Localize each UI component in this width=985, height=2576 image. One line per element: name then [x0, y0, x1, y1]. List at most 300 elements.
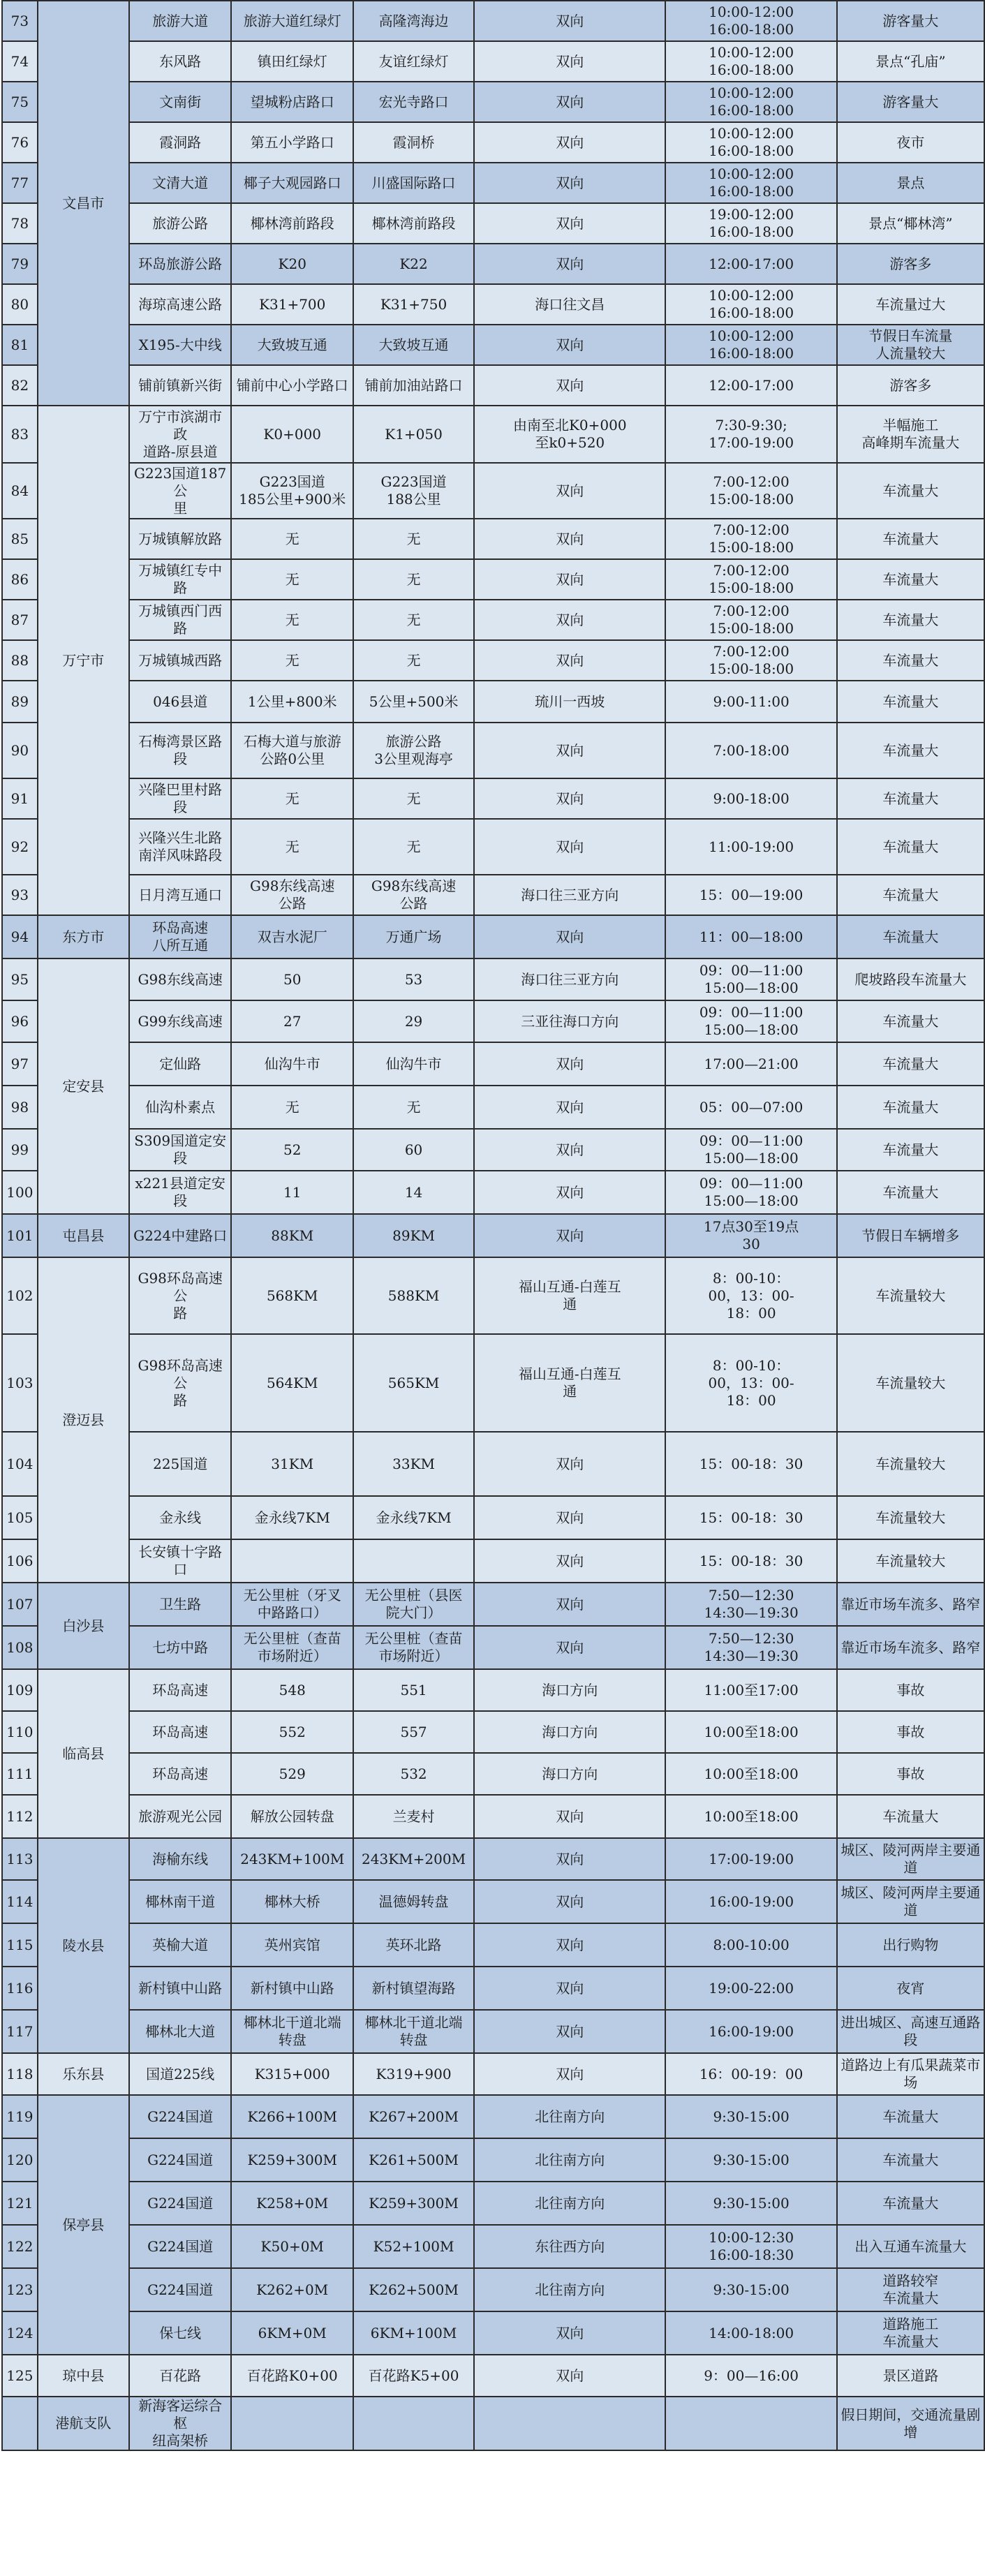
time-cell: 7:00-12:00 15:00-18:00	[665, 519, 836, 559]
road-cell: 环岛高速	[129, 1753, 232, 1795]
end-point-cell: 友谊红绿灯	[353, 41, 474, 82]
start-point-cell	[231, 1539, 353, 1583]
time-cell: 05：00—07:00	[665, 1086, 836, 1129]
reason-cell: 车流量大	[837, 875, 984, 915]
region-cell: 琼中县	[38, 2355, 129, 2397]
road-cell: 环岛高速 八所互通	[129, 915, 232, 958]
end-point-cell: 铺前加油站路口	[353, 365, 474, 406]
start-point-cell: 无	[231, 778, 353, 819]
direction-cell: 双向	[474, 519, 665, 559]
road-cell: 新村镇中山路	[129, 1967, 232, 2010]
row-number-cell: 118	[2, 2053, 38, 2095]
table-row	[2, 2182, 984, 2225]
end-point-cell: G98东线高速 公路	[353, 875, 474, 915]
end-point-cell: 椰林湾前路段	[353, 203, 474, 244]
reason-cell: 车流量大	[837, 1000, 984, 1042]
reason-cell: 游客量大	[837, 1, 984, 41]
start-point-cell: 椰林湾前路段	[231, 203, 353, 244]
time-cell: 10:00-12:00 16:00-18:00	[665, 41, 836, 82]
start-point-cell: 27	[231, 1000, 353, 1042]
direction-cell: 双向	[474, 244, 665, 284]
table-row	[2, 2355, 984, 2397]
road-cell: 旅游公路	[129, 203, 232, 244]
row-number-cell: 113	[2, 1838, 38, 1880]
start-point-cell: 新村镇中山路	[231, 1967, 353, 2010]
row-number-cell: 119	[2, 2095, 38, 2138]
region-cell: 陵水县	[38, 1838, 129, 2053]
table-row	[2, 1334, 984, 1432]
start-point-cell	[231, 2397, 353, 2450]
row-number-cell: 93	[2, 875, 38, 915]
road-cell: 万宁市滨湖市政 道路-原县道	[129, 406, 232, 463]
end-point-cell: 无	[353, 819, 474, 875]
end-point-cell: 大致坡互通	[353, 325, 474, 365]
row-number-cell: 80	[2, 284, 38, 325]
time-cell: 16:00-19:00	[665, 2010, 836, 2053]
start-point-cell: 双吉水泥厂	[231, 915, 353, 958]
start-point-cell: 椰林北干道北端 转盘	[231, 2010, 353, 2053]
time-cell: 09：00—11:00 15:00—18:00	[665, 1000, 836, 1042]
table-row	[2, 406, 984, 463]
reason-cell: 车流量较大	[837, 1496, 984, 1539]
direction-cell: 双向	[474, 723, 665, 778]
direction-cell: 海口往三亚方向	[474, 875, 665, 915]
end-point-cell: 14	[353, 1171, 474, 1214]
row-number-cell: 96	[2, 1000, 38, 1042]
table-row	[2, 2397, 984, 2450]
end-point-cell: 无公里桩（查苗 市场附近）	[353, 1626, 474, 1669]
row-number-cell: 89	[2, 681, 38, 723]
table-row	[2, 681, 984, 723]
row-number-cell: 107	[2, 1583, 38, 1626]
row-number-cell: 121	[2, 2182, 38, 2225]
direction-cell: 海口方向	[474, 1753, 665, 1795]
table-row	[2, 1923, 984, 1967]
reason-cell: 车流量较大	[837, 1432, 984, 1496]
direction-cell: 双向	[474, 2355, 665, 2397]
table-row	[2, 365, 984, 406]
table-row	[2, 600, 984, 640]
table-row	[2, 1000, 984, 1042]
reason-cell: 车流量大	[837, 1795, 984, 1838]
road-cell: 旅游观光公园	[129, 1795, 232, 1838]
end-point-cell: K262+500M	[353, 2268, 474, 2311]
reason-cell: 游客多	[837, 365, 984, 406]
end-point-cell: 532	[353, 1753, 474, 1795]
reason-cell: 道路边上有瓜果蔬菜市场	[837, 2053, 984, 2095]
region-cell: 文昌市	[38, 1, 129, 406]
start-point-cell: K20	[231, 244, 353, 284]
row-number-cell: 105	[2, 1496, 38, 1539]
end-point-cell: K52+100M	[353, 2225, 474, 2268]
direction-cell: 双向	[474, 325, 665, 365]
row-number-cell: 99	[2, 1129, 38, 1171]
direction-cell: 三亚往海口方向	[474, 1000, 665, 1042]
time-cell: 10:00至18:00	[665, 1795, 836, 1838]
start-point-cell: 望城粉店路口	[231, 82, 353, 122]
region-cell: 屯昌县	[38, 1214, 129, 1257]
reason-cell: 爬坡路段车流量大	[837, 958, 984, 1000]
road-cell: G98东线高速	[129, 958, 232, 1000]
table-row	[2, 640, 984, 681]
start-point-cell: 石梅大道与旅游 公路0公里	[231, 723, 353, 778]
end-point-cell: 旅游公路 3公里观海亭	[353, 723, 474, 778]
end-point-cell: 无	[353, 1086, 474, 1129]
reason-cell: 城区、陵河两岸主要通道	[837, 1880, 984, 1923]
direction-cell: 双向	[474, 2053, 665, 2095]
row-number-cell: 81	[2, 325, 38, 365]
reason-cell: 游客量大	[837, 82, 984, 122]
road-cell: X195-大中线	[129, 325, 232, 365]
row-number-cell: 75	[2, 82, 38, 122]
time-cell: 14:00-18:00	[665, 2311, 836, 2355]
row-number-cell: 73	[2, 1, 38, 41]
row-number-cell: 100	[2, 1171, 38, 1214]
road-cell: 定仙路	[129, 1042, 232, 1086]
row-number-cell: 97	[2, 1042, 38, 1086]
road-cell: 七坊中路	[129, 1626, 232, 1669]
table-row	[2, 1838, 984, 1880]
table-row	[2, 1214, 984, 1257]
table-row	[2, 1496, 984, 1539]
table-row	[2, 1086, 984, 1129]
row-number-cell: 104	[2, 1432, 38, 1496]
end-point-cell	[353, 1539, 474, 1583]
reason-cell: 车流量大	[837, 915, 984, 958]
end-point-cell: 5公里+500米	[353, 681, 474, 723]
end-point-cell: 6KM+100M	[353, 2311, 474, 2355]
reason-cell: 夜市	[837, 122, 984, 163]
start-point-cell: 548	[231, 1669, 353, 1711]
end-point-cell: 温德姆转盘	[353, 1880, 474, 1923]
road-cell: G98环岛高速公 路	[129, 1334, 232, 1432]
time-cell: 15：00-18：30	[665, 1496, 836, 1539]
time-cell: 7:00-12:00 15:00-18:00	[665, 559, 836, 600]
reason-cell: 车流量大	[837, 519, 984, 559]
road-cell: S309国道定安段	[129, 1129, 232, 1171]
time-cell: 11：00—18:00	[665, 915, 836, 958]
start-point-cell: 椰子大观园路口	[231, 163, 353, 203]
time-cell: 8:00-10:00	[665, 1923, 836, 1967]
road-cell: 海榆东线	[129, 1838, 232, 1880]
start-point-cell: 铺前中心小学路口	[231, 365, 353, 406]
end-point-cell: 英环北路	[353, 1923, 474, 1967]
direction-cell: 双向	[474, 41, 665, 82]
time-cell: 9:00-11:00	[665, 681, 836, 723]
direction-cell: 双向	[474, 915, 665, 958]
row-number-cell: 85	[2, 519, 38, 559]
time-cell: 11:00至17:00	[665, 1669, 836, 1711]
direction-cell: 双向	[474, 1171, 665, 1214]
reason-cell: 车流量大	[837, 2095, 984, 2138]
start-point-cell: K266+100M	[231, 2095, 353, 2138]
time-cell: 11:00-19:00	[665, 819, 836, 875]
end-point-cell: 金永线7KM	[353, 1496, 474, 1539]
table-row	[2, 778, 984, 819]
end-point-cell: 兰麦村	[353, 1795, 474, 1838]
row-number-cell: 125	[2, 2355, 38, 2397]
table-row	[2, 1432, 984, 1496]
start-point-cell: 百花路K0+00	[231, 2355, 353, 2397]
end-point-cell: 无	[353, 519, 474, 559]
time-cell: 09：00—11:00 15:00—18:00	[665, 958, 836, 1000]
direction-cell: 海口方向	[474, 1669, 665, 1711]
road-cell: G223国道187公 里	[129, 463, 232, 519]
row-number-cell: 82	[2, 365, 38, 406]
start-point-cell: 无	[231, 1086, 353, 1129]
direction-cell: 由南至北K0+000 至k0+520	[474, 406, 665, 463]
direction-cell: 双向	[474, 82, 665, 122]
table-row	[2, 915, 984, 958]
start-point-cell: 568KM	[231, 1257, 353, 1334]
direction-cell: 双向	[474, 1042, 665, 1086]
table-row	[2, 2311, 984, 2355]
time-cell: 10:00-12:30 16:00-18:30	[665, 2225, 836, 2268]
time-cell: 7:50—12:30 14:30—19:30	[665, 1583, 836, 1626]
road-cell: 百花路	[129, 2355, 232, 2397]
row-number-cell: 91	[2, 778, 38, 819]
end-point-cell: K259+300M	[353, 2182, 474, 2225]
road-cell: G224国道	[129, 2095, 232, 2138]
reason-cell: 车流量大	[837, 778, 984, 819]
direction-cell: 双向	[474, 203, 665, 244]
table-row	[2, 559, 984, 600]
direction-cell: 双向	[474, 1432, 665, 1496]
direction-cell: 双向	[474, 2010, 665, 2053]
end-point-cell: K31+750	[353, 284, 474, 325]
direction-cell: 双向	[474, 1795, 665, 1838]
table-row	[2, 2138, 984, 2182]
time-cell: 9:30-15:00	[665, 2268, 836, 2311]
end-point-cell: 椰林北干道北端 转盘	[353, 2010, 474, 2053]
table-body	[2, 1, 984, 2450]
row-number-cell: 109	[2, 1669, 38, 1711]
time-cell: 15：00-18：30	[665, 1432, 836, 1496]
start-point-cell: 英州宾馆	[231, 1923, 353, 1967]
time-cell: 8：00-10： 00，13：00- 18：00	[665, 1257, 836, 1334]
start-point-cell: K259+300M	[231, 2138, 353, 2182]
table-row	[2, 2010, 984, 2053]
table-row	[2, 2095, 984, 2138]
end-point-cell: K22	[353, 244, 474, 284]
time-cell: 10:00-12:00 16:00-18:00	[665, 82, 836, 122]
table-row	[2, 1669, 984, 1711]
reason-cell: 车流量大	[837, 1086, 984, 1129]
direction-cell: 福山互通-白莲互 通	[474, 1334, 665, 1432]
time-cell: 10:00-12:00 16:00-18:00	[665, 284, 836, 325]
direction-cell: 双向	[474, 1129, 665, 1171]
road-cell: 卫生路	[129, 1583, 232, 1626]
end-point-cell: 89KM	[353, 1214, 474, 1257]
start-point-cell: 31KM	[231, 1432, 353, 1496]
end-point-cell: G223国道 188公里	[353, 463, 474, 519]
reason-cell: 车流量较大	[837, 1334, 984, 1432]
direction-cell: 双向	[474, 1923, 665, 1967]
row-number-cell: 83	[2, 406, 38, 463]
time-cell: 10:00-12:00 16:00-18:00	[665, 163, 836, 203]
time-cell: 15：00—19:00	[665, 875, 836, 915]
row-number-cell: 120	[2, 2138, 38, 2182]
reason-cell: 城区、陵河两岸主要通道	[837, 1838, 984, 1880]
road-cell: 文清大道	[129, 163, 232, 203]
reason-cell: 事故	[837, 1669, 984, 1711]
direction-cell: 双向	[474, 1838, 665, 1880]
time-cell: 10:00-12:00 16:00-18:00	[665, 122, 836, 163]
table-row	[2, 958, 984, 1000]
road-cell: 英榆大道	[129, 1923, 232, 1967]
start-point-cell: 椰林大桥	[231, 1880, 353, 1923]
table-row	[2, 1539, 984, 1583]
table-row	[2, 325, 984, 365]
row-number-cell: 108	[2, 1626, 38, 1669]
row-number-cell: 122	[2, 2225, 38, 2268]
end-point-cell: 新村镇望海路	[353, 1967, 474, 2010]
road-cell: 环岛高速	[129, 1669, 232, 1711]
direction-cell	[474, 2397, 665, 2450]
direction-cell: 双向	[474, 2311, 665, 2355]
end-point-cell: K261+500M	[353, 2138, 474, 2182]
start-point-cell: K31+700	[231, 284, 353, 325]
direction-cell: 双向	[474, 778, 665, 819]
traffic-congestion-table	[1, 0, 985, 2451]
direction-cell: 海口往文昌	[474, 284, 665, 325]
time-cell: 16：00-19：00	[665, 2053, 836, 2095]
reason-cell: 车流量大	[837, 463, 984, 519]
end-point-cell: 无	[353, 559, 474, 600]
start-point-cell: 仙沟牛市	[231, 1042, 353, 1086]
region-cell: 乐东县	[38, 2053, 129, 2095]
time-cell: 16:00-19:00	[665, 1880, 836, 1923]
reason-cell: 半幅施工 高峰期车流量大	[837, 406, 984, 463]
road-cell: 兴隆巴里村路段	[129, 778, 232, 819]
row-number-cell: 111	[2, 1753, 38, 1795]
time-cell: 10:00-12:00 16:00-18:00	[665, 325, 836, 365]
road-cell: 旅游大道	[129, 1, 232, 41]
end-point-cell: 高隆湾海边	[353, 1, 474, 41]
reason-cell: 车流量大	[837, 559, 984, 600]
end-point-cell: K267+200M	[353, 2095, 474, 2138]
table-row	[2, 1711, 984, 1753]
time-cell: 9:30-15:00	[665, 2138, 836, 2182]
end-point-cell: 百花路K5+00	[353, 2355, 474, 2397]
end-point-cell	[353, 2397, 474, 2450]
end-point-cell: 551	[353, 1669, 474, 1711]
direction-cell: 双向	[474, 1626, 665, 1669]
reason-cell: 夜宵	[837, 1967, 984, 2010]
direction-cell: 双向	[474, 1880, 665, 1923]
road-cell: 环岛高速	[129, 1711, 232, 1753]
direction-cell: 北往南方向	[474, 2095, 665, 2138]
end-point-cell: 243KM+200M	[353, 1838, 474, 1880]
time-cell: 10:00至18:00	[665, 1711, 836, 1753]
time-cell: 19:00-22:00	[665, 1967, 836, 2010]
reason-cell: 车流量大	[837, 723, 984, 778]
row-number-cell: 88	[2, 640, 38, 681]
reason-cell: 车流量大	[837, 1171, 984, 1214]
start-point-cell: 552	[231, 1711, 353, 1753]
end-point-cell: K1+050	[353, 406, 474, 463]
time-cell: 9:00-18:00	[665, 778, 836, 819]
region-cell: 东方市	[38, 915, 129, 958]
region-cell: 临高县	[38, 1669, 129, 1838]
table-row	[2, 1967, 984, 2010]
road-cell: G224国道	[129, 2138, 232, 2182]
start-point-cell: 6KM+0M	[231, 2311, 353, 2355]
row-number-cell: 84	[2, 463, 38, 519]
reason-cell: 景点	[837, 163, 984, 203]
reason-cell: 景点“孔庙”	[837, 41, 984, 82]
table-row	[2, 122, 984, 163]
direction-cell: 福山互通-白莲互 通	[474, 1257, 665, 1334]
time-cell: 09：00—11:00 15:00—18:00	[665, 1129, 836, 1171]
reason-cell: 车流量较大	[837, 1257, 984, 1334]
road-cell: G99东线高速	[129, 1000, 232, 1042]
road-cell: 金永线	[129, 1496, 232, 1539]
table-row	[2, 519, 984, 559]
row-number-cell: 77	[2, 163, 38, 203]
table-row	[2, 875, 984, 915]
time-cell: 9:30-15:00	[665, 2182, 836, 2225]
end-point-cell: 588KM	[353, 1257, 474, 1334]
start-point-cell: K258+0M	[231, 2182, 353, 2225]
direction-cell: 双向	[474, 640, 665, 681]
table-row	[2, 1257, 984, 1334]
table-row	[2, 463, 984, 519]
row-number-cell: 117	[2, 2010, 38, 2053]
direction-cell: 海口方向	[474, 1711, 665, 1753]
time-cell: 7:30-9:30; 17:00-19:00	[665, 406, 836, 463]
region-cell: 保亭县	[38, 2095, 129, 2355]
direction-cell: 双向	[474, 1967, 665, 2010]
start-point-cell: 无	[231, 519, 353, 559]
row-number-cell: 98	[2, 1086, 38, 1129]
road-cell: 长安镇十字路口	[129, 1539, 232, 1583]
reason-cell: 车流量过大	[837, 284, 984, 325]
road-cell: x221县道定安段	[129, 1171, 232, 1214]
reason-cell: 出行购物	[837, 1923, 984, 1967]
row-number-cell: 112	[2, 1795, 38, 1838]
table-row	[2, 284, 984, 325]
table-row	[2, 2268, 984, 2311]
time-cell: 7:00-18:00	[665, 723, 836, 778]
road-cell: 046县道	[129, 681, 232, 723]
time-cell: 7:00-12:00 15:00-18:00	[665, 600, 836, 640]
direction-cell: 双向	[474, 600, 665, 640]
time-cell: 17:00-19:00	[665, 1838, 836, 1880]
row-number-cell: 101	[2, 1214, 38, 1257]
table-row	[2, 1171, 984, 1214]
road-cell: 225国道	[129, 1432, 232, 1496]
road-cell: 东风路	[129, 41, 232, 82]
road-cell: 环岛旅游公路	[129, 244, 232, 284]
reason-cell: 靠近市场车流多、路窄	[837, 1583, 984, 1626]
start-point-cell: 无	[231, 640, 353, 681]
end-point-cell: 无	[353, 640, 474, 681]
direction-cell: 双向	[474, 1086, 665, 1129]
road-cell: 仙沟朴素点	[129, 1086, 232, 1129]
start-point-cell: 旅游大道红绿灯	[231, 1, 353, 41]
end-point-cell: 565KM	[353, 1334, 474, 1432]
row-number-cell: 86	[2, 559, 38, 600]
start-point-cell: 金永线7KM	[231, 1496, 353, 1539]
row-number-cell	[2, 2397, 38, 2450]
row-number-cell: 79	[2, 244, 38, 284]
road-cell: G224中建路口	[129, 1214, 232, 1257]
start-point-cell: G223国道 185公里+900米	[231, 463, 353, 519]
region-cell: 澄迈县	[38, 1257, 129, 1583]
time-cell: 7:00-12:00 15:00-18:00	[665, 640, 836, 681]
table-row	[2, 1583, 984, 1626]
